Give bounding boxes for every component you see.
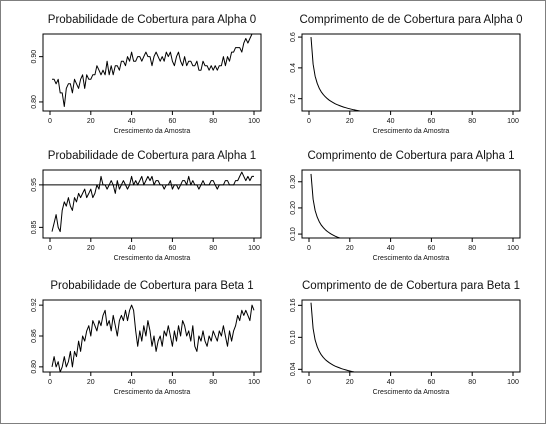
x-tick-label: 40 [127,245,136,252]
x-tick-label: 40 [386,118,395,125]
panel-title: Probabilidade de Cobertura para Beta 1 [50,280,254,292]
panel-title: Comprimento de de Cobertura para Beta 1 [302,280,520,292]
x-tick-label: 20 [86,245,95,252]
y-tick-label: 0.86 [31,329,38,343]
y-tick-label: 0.04 [290,362,297,377]
y-tick-label: 0.80 [31,360,38,374]
x-axis-label: Crescimento da Amostra [113,255,191,262]
x-tick-label: 40 [127,118,136,125]
x-tick-label: 0 [48,245,52,252]
series-line [311,174,513,238]
x-tick-label: 40 [386,379,395,386]
y-tick-label: 0.80 [31,95,38,109]
x-axis-label: Crescimento da Amostra [372,255,450,262]
x-tick-label: 100 [248,118,260,125]
x-tick-label: 80 [468,245,477,252]
chart-panel-5 [31,280,261,396]
x-tick-label: 60 [168,379,177,386]
chart-panel-4 [290,150,520,262]
y-tick-label: 0.2 [290,93,297,104]
x-tick-label: 0 [307,379,311,386]
y-tick-label: 0.4 [290,63,297,73]
x-tick-label: 40 [127,379,136,386]
x-tick-label: 20 [345,118,354,125]
panel-title: Probabilidade de Cobertura para Alpha 0 [47,14,257,26]
x-tick-label: 40 [386,245,395,252]
x-tick-label: 60 [427,118,436,125]
x-tick-label: 100 [248,379,260,386]
x-tick-label: 20 [86,118,95,125]
x-axis-label: Crescimento da Amostra [113,389,191,396]
x-tick-label: 0 [48,118,52,125]
y-tick-label: 0.20 [290,201,297,215]
x-tick-label: 80 [468,379,477,386]
x-tick-label: 100 [507,118,519,125]
x-tick-label: 20 [86,379,95,386]
x-tick-label: 80 [209,379,218,386]
x-tick-label: 80 [209,245,218,252]
x-tick-label: 60 [427,379,436,386]
chart-panel-2 [290,14,523,135]
y-tick-label: 0.92 [31,298,38,312]
chart-panel-6 [290,280,520,396]
panel-title: Comprimento de Cobertura para Alpha 1 [307,150,515,162]
x-tick-label: 60 [427,245,436,252]
y-tick-label: 0.30 [290,174,297,189]
x-tick-label: 20 [345,379,354,386]
x-tick-label: 100 [507,379,519,386]
x-tick-label: 60 [168,118,177,125]
panel-title: Comprimento de de Cobertura para Alpha 0 [299,14,523,26]
plot-frame [43,300,261,372]
y-tick-label: 0.16 [290,298,297,313]
y-tick-label: 0.85 [31,220,38,235]
chart-panel-3 [31,150,261,262]
y-tick-label: 0.90 [31,49,38,64]
x-tick-label: 0 [307,118,311,125]
y-tick-label: 0.10 [290,330,297,345]
series-line [311,303,513,372]
x-tick-label: 80 [209,118,218,125]
plot-frame [302,34,520,111]
x-axis-label: Crescimento da Amostra [372,389,450,396]
y-tick-label: 0.10 [290,227,297,241]
x-tick-label: 60 [168,245,177,252]
series-line [52,34,254,107]
x-tick-label: 100 [248,245,260,252]
x-tick-label: 20 [345,245,354,252]
y-tick-label: 0.6 [290,32,297,42]
x-tick-label: 0 [48,379,52,386]
panel-title: Probabilidade de Cobertura para Alpha 1 [47,150,257,162]
series-line [52,305,254,372]
x-axis-label: Crescimento da Amostra [113,128,191,135]
plot-frame [43,34,261,111]
plot-frame [43,170,261,238]
chart-panel-1 [31,14,261,135]
series-line [311,37,513,111]
x-tick-label: 100 [507,245,519,252]
x-tick-label: 0 [307,245,311,252]
series-line [52,172,254,232]
plot-frame [302,300,520,372]
chart-grid [1,1,546,425]
x-tick-label: 80 [468,118,477,125]
plot-frame [302,170,520,238]
y-tick-label: 0.95 [31,178,38,192]
x-axis-label: Crescimento da Amostra [372,128,450,135]
